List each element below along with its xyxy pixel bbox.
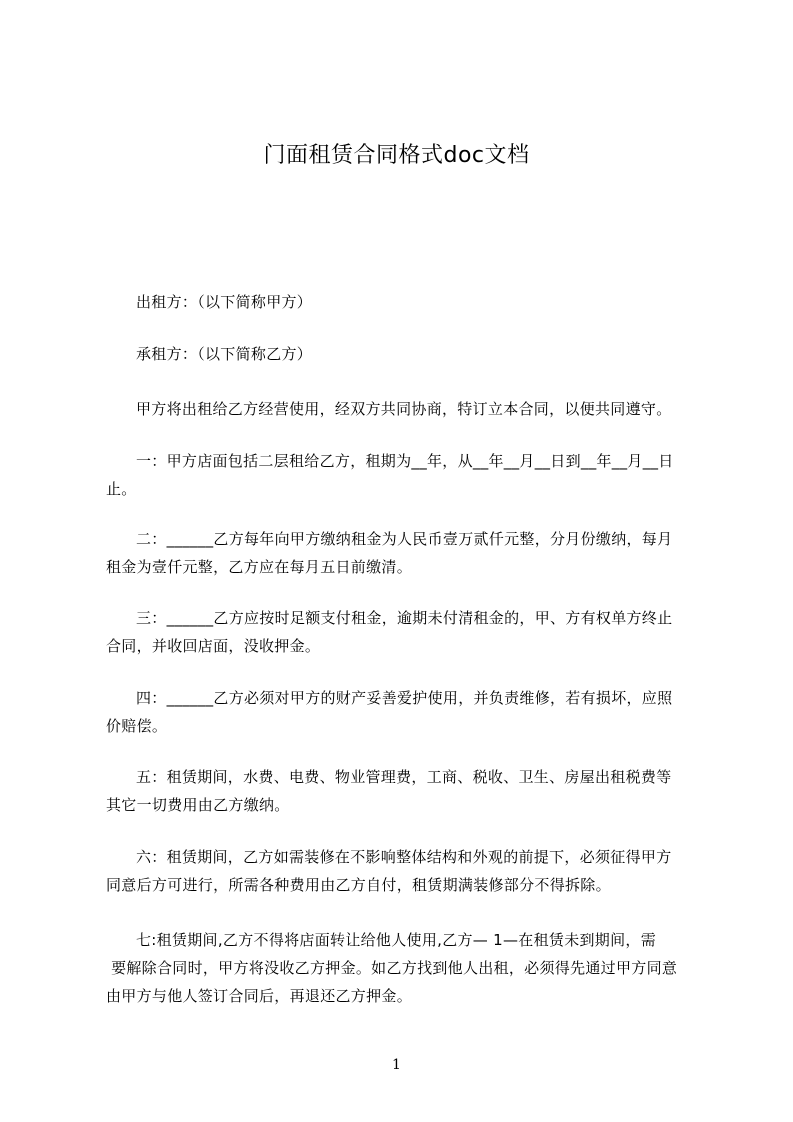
paragraph-line: 承租方：（以下简称乙方）: [136, 345, 313, 363]
paragraph-line: 价赔偿。: [106, 717, 168, 735]
clause-5: [106, 763, 706, 819]
paragraph-line: 租金为壹仟元整，乙方应在每月五日前缴清。: [106, 558, 413, 576]
paragraph-line: 其它一切费用由乙方缴纳。: [106, 796, 290, 814]
paragraph-line: 要解除合同时，甲方将没收乙方押金。如乙方找到他人出租，必须得先通过甲方同意: [106, 959, 678, 977]
paragraph-lessee: [106, 340, 706, 368]
clause-2: [106, 525, 706, 581]
page-number: 1: [392, 1057, 401, 1073]
paragraph-line: 同意后方可进行，所需各种费用由乙方自付，租赁期满装修部分不得拆除。: [106, 876, 611, 894]
clause-3: [106, 604, 706, 660]
paragraph-line: 合同，并收回店面，没收押金。: [106, 637, 321, 655]
paragraph-line: 七:租赁期间,乙方不得将店面转让给他人使用,乙方— 1—在租赁未到期间，需: [136, 931, 657, 949]
paragraph-line: 一：甲方店面包括二层租给乙方，租期为__年，从__年__月__日到__年__月__日: [136, 452, 674, 470]
paragraph-preamble: [106, 395, 706, 423]
clause-7: [106, 926, 706, 1010]
paragraph-line: 二：______乙方每年向甲方缴纳租金为人民币壹万贰仟元整，分月份缴纳，每月: [136, 530, 673, 548]
clause-6: [106, 843, 706, 899]
paragraph-line: 六：租赁期间，乙方如需装修在不影响整体结构和外观的前提下，必须征得甲方: [136, 848, 672, 866]
clause-1: [106, 447, 706, 503]
paragraph-line: 四：______乙方必须对甲方的财产妥善爱护使用，并负责维修，若有损坏，应照: [136, 689, 673, 707]
paragraph-line: 甲方将出租给乙方经营使用，经双方共同协商，特订立本合同，以便共同遵守。: [136, 400, 672, 418]
clause-4: [106, 684, 706, 740]
paragraph-lessor: [106, 288, 706, 316]
paragraph-line: 三：______乙方应按时足额支付租金，逾期未付清租金的，甲、方有权单方终止: [136, 609, 673, 627]
paragraph-line: 五：租赁期间，水费、电费、物业管理费，工商、税收、卫生、房屋出租税费等: [136, 768, 672, 786]
paragraph-line: 止。: [106, 480, 137, 498]
paragraph-line: 由甲方与他人签订合同后，再退还乙方押金。: [106, 987, 413, 1005]
paragraph-line: 出租方：（以下简称甲方）: [136, 293, 313, 311]
document-title: 门面租赁合同格式doc文档: [263, 143, 530, 168]
